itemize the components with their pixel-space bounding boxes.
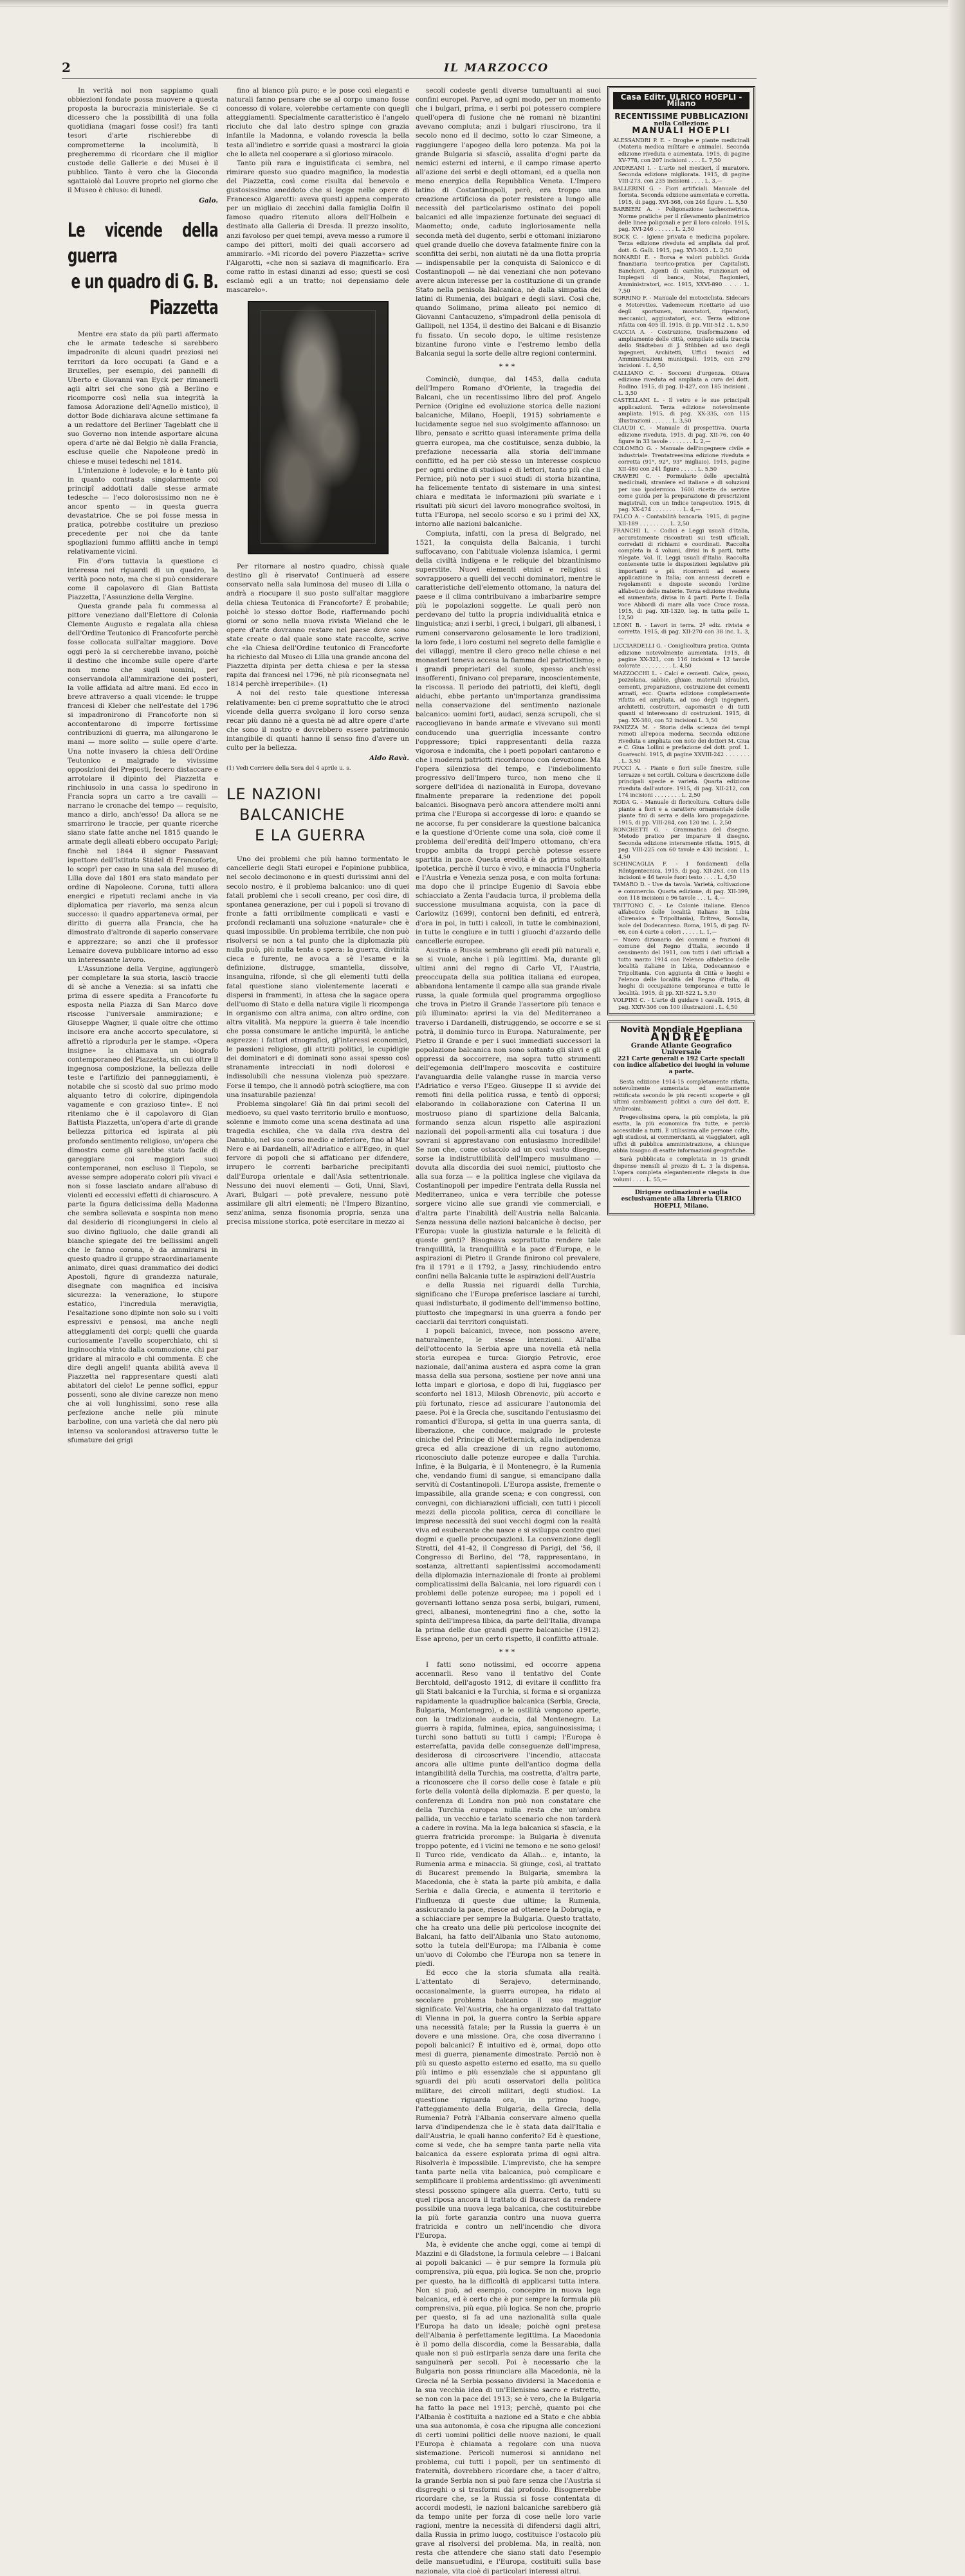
ad-entry: LEONI B. - Lavori in terra. 2ª ediz. rivista e corretta. 1915, di pag. XII-270 con 38 inc. L. 3,—	[613, 621, 749, 642]
article-paragraph: Ma, è evidente che anche oggi, come ai tempi di Mazzini e di Gladstone, la formula celebre — i Balcani ai popoli balcanici — è pur sempre la formula più comprensiva, più equa, più logica. Se non che, proprio per questo, ha la difficoltà di applicarsi tutta intera. Non si può, ad esempio, concepire in nuova lega balcanica, ed è certo che è pur sempre la formula più comprensiva, più equa, più logica. Se non che, proprio per questo, si fa ad una nazionalità sulla quale l'Europa ha dato un ideale; poichè ogni pretesa dell'Albania è perfettamente legittima. La Macedonia è il pomo della discordia, come la Bessarabia, dalla quale non si può estirparla senza dare una ferita che sanguinerà per secoli. Poi è necessario che la Bulgaria non possa rinunciare alla Macedonia, nè la Grecia né la Serbia possano dividersi la Macedonia e la sua vecchia idea di un'Ellenismo sacro e ristretto, se non con la pace del 1913; se è vero, che la Bulgaria ha fatto la pace nel 1913; perchè, quanto poi che l'Albania è costituita a nazione ed a Stato e che abbia una sua autonomia, è cosa che ripugna alle concezioni di certi uomini politici delle nuove nazioni, le quali l'Europa è chiamata a regolare con una nuova sistemazione. Pericoli numerosi si annidano nel problema, cui tutti i popoli, per un sentimento di fraternità, dovrebbero ricordare che, a tacer d'altro, la grande Serbia non si può fare senza che l'Austria si disgreghi o si trasformi dal profondo. Bisognerebbe ricordare che, se la Russia si fosse contentata di accordi modesti, le nazioni balcaniche sarebbero già da tempo unite per forza di cose nelle loro varie ragioni, mentre la necessità di difendersi dagli altri, dalla Russia in primo luogo, costituisce l'ostacolo più grave al risolversi del problema. Ma, in realtà, non resta che attendere che siano stati dato l'esempio delle mansuetudini, e l'Europa, costituiti sulla base nazionale, vita cioè di particolari interessi altrui.	[416, 2241, 601, 2575]
ad-entry: RODA G. - Manuale di floricoltura. Coltura delle piante a fiori e a carattere ornamentale delle piante fini di serra e della loro propagazione. 1915, di pp. VIII-284, con 120 inc. L. 2,50	[613, 799, 749, 826]
hoepli-advertisement	[607, 86, 755, 1015]
ad-subheading: nella Collezione	[654, 120, 709, 128]
article-paragraph: Per ritornare al nostro quadro, chissà quale destino gli è riservato! Continuerà ad essere conservato nella sala luminosa del museo di Lilla o andrà a riocupare il suo posto sull'altar maggiore della chiesa Teutonica di Francoforte? È probabile; poichè lo stesso dottor Bode, riaffermando pochi giorni or sono nella nuova rivista Wieland che le opere d'arte dovranno restare nel paese dove sono state create o dal quale sono state raccolte, scrive che «la Chiesa dell'Ordine teutonico di Francoforte ha richiesto dal Museo di Lilla una grande ancona del Piazzetta dipinta per detta chiesa e per la stessa rapita dai francesi nel 1796, nè più riconsegnata nel 1814 perchè irreperibile». (1)	[226, 563, 409, 689]
article-paragraph: Tanto più rara e inguistificata ci sembra, nel rimirare questo suo quadro magnifico, la modestia del Piazzetta, così come risulta dal benevolo e gustosissimo aneddoto che si legge nelle opere di Francesco Algarotti: aveva questi appena comperato per un migliaio di zecchini dalla famiglia Dolfin il famoso quadro ritenuto allora dell'Holbein e destinato alla Galleria di Dresda. Il prezzo insolito, anzi favoloso per quei tempi, aveva messo a rumore il campo dei pittori, molti dei quali accorsero ad ammirarlo. «Mi ricordo del povero Piazzetta» scrive l'Algarotti, «che non si saziava di magnificarlo. Era come ratto in estasi dinanzi ad esso; questi se così esclamò egli a un tratto; noi depensiamo dele mascarelo».	[226, 159, 409, 295]
ad-entry: — Nuovo dizionario dei comuni e frazioni di comune del Regno d'Italia, secondo il censimento del 1911, con tutti i dati ufficiali a tutto marzo 1914 con l'elenco alfabetico delle località italiane in Libia, Dodecanneso e Tripolitania. Con aggiunta di Città e luoghi e l'elenco delle località del Regno d'Italia, di luoghi di occupazione temporanea e tutte le località. 1915, di pp. XII-522 L. 5,50	[613, 936, 749, 996]
ad2-title: ANDREE	[650, 1031, 712, 1044]
headline-line: E LA GUERRA	[255, 826, 365, 845]
ad-entry: CASTELLANI L. - Il vetro e le sue principali applicazioni. Terza edizione notevolmente ampliata. 1915, di pag. XX-335, con 115 illustrazioni . . . . . . L. 3,50	[613, 397, 749, 424]
ad-entry: TAMARO D. - Uve da tavola. Varietà, coltivazione e commercio. Quarta edizione, di pag. XII-399, con 118 incisioni e 96 tavole . . . L. 4,—	[613, 881, 749, 902]
article-paragraph: Fin d'ora tuttavia la questione ci interessa nei riguardi di un quadro, la verità poco noto, ma che si può considerare come il capolavoro di Gian Battista Piazzetta, l'Assunzione della Vergine.	[68, 557, 218, 601]
ad-entry: FALCO A. - Contabilità bancaria. 1915, di pagine XII-189 . . . . . . . . . L. 2,50	[613, 513, 749, 527]
ad-entry: FRANCHI L. - Codici e Leggi usuali d'Italia, accuratamente riscontrati sui testi ufficiali, corredati di richiami e coordinati. Raccolta completa in 4 volumi, divisi in 8 parti, tutte rilegate. Vol. II. Leggi usuali d'Italia. Raccolta contenente tutte le disposizioni legislative più importanti e più ricorrenti ad essere applicazione in Italia; con annessi decreti e regolamenti e disposte secondo l'ordine alfabetico delle materie. Terza edizione riveduta ed aumentata, divisa in 4 parti. Parte I. Dalla voce Abbordi di mare alla voce Croce rossa. 1915, di pag. XII-1320, leg. in tutta pelle L. 12,50	[613, 527, 749, 621]
ad-heading: RECENTISSIME PUBBLICAZIONI	[614, 111, 748, 121]
top-rule	[0, 6, 965, 7]
ad2-paragraph: Sesta edizione 1914-15 completamente rifatta, notevolmente aumentata ed esattamente rettificata secondo le più recenti scoperte e gli ultimi cambiamenti politici a cura del dott. E. Ambrosini.	[613, 1078, 749, 1112]
column-2	[226, 86, 409, 1312]
ad-entry: BARBIERI A. - Poligonazione tacheometrica. Norme pratiche per il rilevamento planimetrico delle linee poligonali e per il loro calcolo. 1915, pag. XVI-246 . . . . . . L. 2,50	[613, 206, 749, 233]
article-paragraph: e della Russia nei riguardi della Turchia, significano che l'Europa preferisce lasciare ai turchi, quasi indisturbato, il godimento dell'immenso bottino, piuttosto che impegnarsi in una guerra a fondo per cacciarli dai territori conquistati.	[416, 1282, 601, 1326]
footnote: (1) Vedi Corriere della Sera del 4 aprile u. s.	[226, 765, 351, 772]
ad-entry: MAZZOCCHI L. - Calci e cementi. Calce, gesso, pozzolana, sabbie, ghiaie, materiali idraulici, cementi, preparazione, costruzione dei cementi armati, ecc. Quarta edizione completamente rifatta ed ampliata, ad uso degli ingegneri, architetti, costruttori, capomastri e di tutti quanti si interessano di costruzioni. 1915, di pag. XX-380, con 52 incisioni L. 3,50	[613, 669, 749, 723]
article-paragraph: A noi del resto tale questione interessa relativamente: ben ci preme soprattutto che le atroci vicende della guerra svolgano il loro corso senza recar più danno nè a questa nè ad altre opere d'arte che sono il nostro e dovrebbero essere patrimonio intangibile di quanti hanno il senso fino d'avere un culto per la bellezza.	[226, 689, 409, 752]
ad-entry: BONARDI E. - Borsa e valori pubblici. Guida finanziaria teorico-pratica per Capitalisti, Banchieri, Agenti di cambio, Funzionari ed Impiegati di banca, Notai, Ragionieri, Amministratori, ecc. 1915, XXVI-890 . . . . L. 7,50	[613, 253, 749, 294]
ad-entry: COLOMBO G. - Manuale dell'ingegnere civile e industriale. Trentatreesima edizione riveduta e corretta (91°, 92°, 93° migliaio). 1915, pagine XII-480 con 241 figure . . . . . L. 5,50	[613, 445, 749, 472]
ad-entry: CALLIANO C. - Soccorsi d'urgenza. Ottava edizione riveduta ed ampliata a cura del dott. Rodino. 1915, di pag. II-427, con 185 incisioni . L. 3,50	[613, 369, 749, 397]
ad-publisher: Casa Editr. ULRICO HOEPLI - Milano	[613, 92, 749, 109]
article-paragraph: Uno dei problemi che più hanno tormentato le cancellerie degli Stati europei e l'opinione pubblica, nel secolo decimonono e in questi durissimi anni del secolo nostro, è il problema balcanico: uno di quei fatali problemi che i secoli creano, per così dire, di spontanea generazione, per cui i popoli si trovano di fronte a fatti orribilmente complicati e vasti e profondi reclamanti una soluzione «naturale» che è quasi impossibile. Un problema terribile, che non può risolversi se non a tal punto che la diplomazia più nulla può, più nulla tenta o spera: la guerra, divinità cieca e furente, ne avoca a sè l'esame e la definizione, distrugge, smantella, dissolve, insanguina, rifonde, sì che gli elementi tutti della fatal questione siano violentemente lacerati e dispersi in frammenti, in attesa che la sagace opera dell'uomo di Stato e della natura vigile li ricomponga in organismo con altra anima, con altro ordine, con altra vitalità. Ma neppure la guerra è tale incendio che possa consumare le antiche impurità, le antiche asprezze: i fattori etnografici, gl'interessi economici, le passioni religiose, gli attriti politici, le cupidigie dei dominatori e di dominati sono assai spesso così stranamente intrecciati in nodi dolorosi e indissolubili che nessuna violenza può spezzare. Forse il tempo, che li annodò potrà sciogliere, ma con una insaturabile pazienza!	[226, 855, 409, 1099]
masthead: IL MARZOCCO	[444, 62, 549, 75]
article-paragraph: L'intenzione è lodevole; e lo è tanto più in quanto contrasta singolarmente coi principî addottati dalle stesse armate tedesche — l'eco dolorosissimo non ne è ancor spento — in questa guerra devastatrice. Che se poi fosse messa in pratica, potrebbe costituire un prezioso precedente per noi che da tante spogliazioni fummo afflitti anche in tempi relativamente vicini.	[68, 466, 218, 556]
article-paragraph: Compiuta, infatti, con la presa di Belgrado, nel 1521, la conquista della Balcania, i turchi suffocavano, con l'abituale violenza islamica, i germi della civiltà indigena e le reliquie del bizantinismo superstite. Nuovi elementi etnici e religiosi si sovrapposero a quelli dei vecchi dominatori, mentre le caratteristiche dell'elemento ottomano, la natura del paese e il clima contribuivano a imbarbarire sempre più le popolazioni soggette. Le quali però non perdevano del tutto la propria individualità etnica e linguistica; anzi i serbi, i greci, i bulgari, gli albanesi, i rumeni conservarono gelosamente le loro tradizioni, la loro fede, i loro costumi nel segreto delle famiglie e dei villaggi, mentre il clero greco nelle chiese e nei monasteri teneva accesa la fiamma del patriottismo; e i grandi proprietari del suolo, spesso anch'essi insofferenti, finivano col preparare, incoscientemente, la riscossa. Il periodo dei patriotti, dei klefti, degli aiduchi, ebbe pertanto un'importanza grandissima nella conservazione del sentimento nazionale balcanico: uomini forti, audaci, senza scrupoli, che si raccoglievano in bande armate e vivevano sui monti conducendo una guerriglia incessante contro l'oppressore; tipici rappresentanti della razza vigorosa e indomita, che i poeti popolari cantarono e che i moderni patriotti ricordarono con devozione. Ma l'opera silenziosa del tempo, e l'indebolimento progressivo dell'Impero turco, non meno che il sorgere dell'idea di nazionalità in Europa, dovevano finalmente preparare la redenzione dei popoli balcanici. Bisognava però ancora attendere molti anni prima che l'Europa si accorgesse di loro: e quando se ne accorse, fu per considerare la questione balcanica e la questione d'Oriente come una sola, cioè come il problema dell'eredità dell'Impero ottomano, ch'era troppo ambita da troppi perchè potesse essere spartita in pace. Questa eredità è da prima soltanto ipotetica, perchè il turco è vivo, e minaccia l'Ungheria e l'Austria e Venezia senza posa, e con molta fortuna: ma dopo che il principe Eugenio di Savoia ebbe schiacciato a Zenta l'audacia turca, il problema della successione musulmana acquista, con la pace di Carlowitz (1699), contorni ben definiti, ed entrerà, d'ora in poi, in tutti i calcoli, in tutte le combinazioni, in tutte le congiure e in tutti i giuochi d'azzardo delle cancellerie europee.	[416, 529, 601, 945]
article-paragraph: fino al bianco più puro; e le pose così eleganti e naturali fanno pensare che se al corpo umano fosse concesso di volare, volerebbe certamente con quegli atteggiamenti. Specialmente caratteristico è l'angelo ricciuto che dal lato destro spinge con grazia infantile la Madonna, e volando rovescia la bella testa all'indietro e sorride quasi a mostrarci la gioia che lo alleta nel cooperare a sì glorioso miracolo.	[226, 87, 409, 158]
column-1	[68, 86, 219, 1444]
ad2-paragraph: Pregevolissima opera, la più completa, la più esatta, la più economica fra tutte, e perciò accessibile a tutti. È utilissima alle persone colte, agli studiosi, ai commercianti, ai viaggiatori, agli uffici di pubblica amministrazione, a chiunque abbia bisogno di esatte informazioni geografiche.	[613, 1113, 749, 1154]
article-paragraph: L'Assunzione della Vergine, aggiungerò per completare la sua storia, lasciò traccie di sè anche a Venezia: si sa infatti che prima di essere spedita a Francoforte fu esposta nella Piazza di San Marco dove riscosse l'universale ammirazione; e Giuseppe Wagner, il quale oltre che ottimo incisore era anche accorto speculatore, si affrettò a riprodurla per le stampe. «Opera insigne» la chiamava un biografo contemporaneo del Piazzetta, sin cui oltre il ingegnosa composizione, la bellezza delle teste e l'artifizio dei panneggiamenti, è notabile che si scostò dal suo primo modo alquanto tetro di colorire, dipingendola vagamente e con grazioso tinte». E noi riteniamo che è il capolavoro di Gian Battista Piazzetta, un'opera d'arte di grande bellezza pittorica ed ispirata al più profondo sentimento religioso, un'opera che dimostra come gli sarebbe stato facile di gareggiare coi maggiori suoi contemporanei, non escluso il Tiepolo, se avesse sempre adoperato colori più vivaci e non si fosse lasciato andare all'abuso di violenti ed eccessivi effetti di chiaroscuro. A parte la figura delicissima della Madonna che sembra sollevata e sospinta non meno dal desiderio di ricongiungersi in cielo al suo divino figliuolo, che dalle grandi ali bianche spiegate dei tre bellissimi angeli che le fanno corona, è da ammirarsi in questo quadro il gruppo straordinariamente animato, direi quasi drammatico dei dodici Apostoli, figure di grandezza naturale, disegnate con magnifica ed incisiva sicurezza: la venerazione, lo stupore estatico, l'incredula meraviglia, l'esaltazione sono dipinte non solo su i volti espressivi e pensosi, ma anche negli atteggiamenti dei corpi; quelli che guarda curiosamente l'avello scoperchiato, chi si inginocchia vinto dalla commozione, chi par gridare al miracolo e chi commenta. E che dire degli angeli! quanta abilità aveva il Piazzetta nel rappresentare questi alati abitatori del cielo! Le penne soffici, eppur possenti, sono ale divine carezze non meno che ai voli lunghissimi, sono rese alla perfezione anche nelle più minute barboline, con una varietà che dal nero più intenso va scolorandosi attraverso tutte le sfumature dei grigi	[68, 965, 218, 1444]
article-signature: Galo.	[199, 197, 218, 205]
ad-entry: ANDREANI I. - L'arte nel mestieri, il muratore. Seconda edizione migliorata. 1915, di pagine VIII-273, con 235 incisioni . . . . L. 3,—	[613, 164, 749, 185]
section-separator: ***	[499, 1648, 518, 1656]
ad2-subtitle: Grande Atlante Geografico Universale	[630, 1041, 732, 1057]
ad-entry: CRAVERI C. - Formulario delle specialità medicinali, straniere ed italiane e di soluzioni per uso ipodermico. 1600 ricette da servire come guida per la preparazione di prescrizioni magistrali, con un Indice terapeutico. 1915, di pag. XX-474 . . . . . . . . . L. 4,—	[613, 472, 749, 512]
headline-line: BALCANICHE	[239, 806, 345, 824]
section-separator: ***	[499, 362, 518, 370]
painting-photograph	[248, 301, 389, 554]
atlas-advertisement	[607, 1020, 755, 1215]
ad-entry: BALLERINI G. - Fiori artificiali. Manuale del fiorista. Seconda edizione aumentata e corretta. 1915, di pagg. XVI-368, con 246 figure . L. 5,50	[613, 185, 749, 205]
ad-entry: SCHINCAGLIA F. - I fondamenti della Röntgentecnica. 1915, di pag. XII-263, con 115 incisioni e 46 tavole fuori testo . . . . L. 4,50	[613, 860, 749, 880]
ad-entry: PUCCI A. - Piante e fiori sulle finestre, sulle terrazze e nei cortili. Coltura e descrizione delle principali specie e varietà. Quarta edizione riveduta dall'autore. 1915, di pag. XII-212, con 174 incisioni . . . . . . . . L. 2,50	[613, 765, 749, 799]
ad-entry: BOCK C. - Igiene privata e medicina popolare. Terza edizione riveduta ed ampliata dal prof. dott. G. Galli. 1915, pag. XVI-303 . L. 2,50	[613, 233, 749, 253]
ad-series: MANUALI HOEPLI	[632, 125, 731, 136]
article-paragraph: I popoli balcanici, invece, non possono avere, naturalmente, le stesse intenzioni. All'alba dell'ottocento la Serbia apre una novella età nella storia europea e turca: Giorgio Petrovic, eroe nazionale, dall'anima austera ed aspra come la gran massa della sua persona, sostiene per nove anni una lotta impari e gloriosa, e dopo di lui, fuggiasco per sconforto nel 1813, Milosh Obrenovic, più accorto e più fortunato, riesce ad assicurare l'autonomia del paese. Poi è la Grecia che, suscitando l'entusiasmo dei romantici d'Europa, si getta in una guerra santa, di liberazione, che conduce, malgrado le proteste ciniche del Principe di Metternick, alla indipendenza greca ed alla creazione di un regno autonomo, riconosciuto dalle potenze europee e dalla Turchia. Infine, è la Bulgaria, è il Montenegro, è la Rumenia che, vendando fiumi di sangue, si emancipano dalla servitù di Costantinopoli. L'Europa assiste, fremente o impassibile, alla grande scena; e con congressi, con convegni, con dichiarazioni ufficiali, con tutti i piccoli mezzi della piccola politica, cerca di conciliare le imprese necessità dei suoi vecchi dogmi con la realtà viva ed esuberante che nasce e si sviluppa contro quei dogmi e quelle preoccupazioni. La convenzione degli Stretti, del 41-42, il Congresso di Parigi, del '56, il Congresso di Berlino, del '78, rappresentano, in sostanza, altrettanti sapientissimi accomodamenti della diplomazia internazionale di fronte ai problemi complicatissimi della Balcania, nei loro riguardi con i problemi delle potenze europee; ma i popoli ed i governanti lottano senza posa serbi, bulgari, rumeni, greci, albanesi, montenegrini fino a che, sotto la spinta dell'impresa libica, da parte dell'Italia, divampa la prima delle due grandi guerre balcaniche (1912). Esse aprono, per un certo rispetto, il conflitto attuale.	[416, 1327, 601, 1643]
article-headline	[68, 218, 218, 321]
ad2-line: Novità Mondiale Hoepliana	[620, 1024, 742, 1035]
ad-entry: CACCIA A. - Costruzione, trasformazione ed ampliamento delle città, compilato sulla traccia dello Städtebau di J. Stübben ad uso degli ingegneri, Architetti, Uffici tecnici ed Amministrazioni municipali. 1915, con 270 incisioni . L. 4,50	[613, 329, 749, 369]
ad2-footer: Dirigere ordinazioni e vaglia esclusivamente alla Libreria ULRICO HOEPLI, Milano.	[613, 1186, 749, 1210]
ad-entry: RONCHETTI G. - Grammatica del disegno. Metodo pratico per imparare il disegno. Seconda edizione interamente rifatta. 1915, di pag. VIII-225 con 60 tavole e 430 incisioni . L. 4,50	[613, 826, 749, 860]
ad-entry: PANIZZA M. - Storia della scienza dei tempi remoti all'epoca moderna. Seconda edizione riveduta e ampliata con note dei dottori M. Giua e C. Giua Lollini e prefazione del dott. prof. L. Guareschi. 1915, di pagine XXVIII-242 . . . . . . . . L. 3,50	[613, 723, 749, 764]
article-paragraph: secoli codeste genti diverse tumultuanti ai suoi confini europei. Parve, ad ogni modo, per un momento che i bulgari, prima, e i serbi poi potessero compiere quell'opera di fusione che nè romani nè bizantini avevano compiuta; anzi i bulgari riuscirono, tra il secolo nono ed il decimo, sotto lo czar Simeone, a raggiungere l'apogeo della loro potenza. Ma poi la grande Bulgaria si sfasciò, assalita d'ogni parte da nemici esterni ed interni, e il campo rimase aperto all'azione dei serbi e degli ottomani, ed a quella non meno energica della Repubblica Veneta. L'Impero latino di Costantinopoli, però, era troppo una creazione artificiosa da poter resistere a lungo alle necessità del particolarismo ostinato dei popoli balcanici ed alle impazienze fortunate dei seguaci di Maometto; onde, caduto ingloriosamente nella seconda metà del dugento, serbi e ottomani iniziarono quel grande duello che doveva fatalmente finire con la sconfitta dei serbi, non aiutati nè da una flotta propria — indispensabile per la conquista di Salonicco e di Costantinopoli — nè dai veneziani che non potevano avere alcun interesse per la costituzione di un grande Stato nella penisola Balcanica, nè dalla simpatia dei latini di Rumenia, dei bulgari e degli slavi. Così che, quando Solimano, prima alleato poi nemico di Giovanni Cantacuzeno, s'impadronì della penisola di Gallipoli, nel 1354, il destino dei Balcani e di Bisanzio fu fissato. Un secolo dopo, le ultime resistenze bizantine furono vinte e l'estremo lembo della Balcania segui la sorte delle altre regioni contermini.	[416, 87, 601, 358]
scan-edge	[0, 0, 965, 6]
ad2-description: 221 Carte generali e 192 Carte speciali con indice alfabetico dei luoghi in volume a parte.	[613, 1055, 749, 1076]
headline-line: LE NAZIONI	[226, 785, 322, 804]
article-paragraph: In verità noi non sappiamo quali obbiezioni fondate possa muovere a questa proposta la burocrazia ministeriale. Se ci dicessero che la possibilità di una folla quotidiana (magari fosse così!) fra tanti tesori d'arte rischierebbe di comprometterne la incolumità, li pregheremmo di ricordare che il miglior custode delle Gallerie e dei Musei è il pubblico. Tanto è vero che la Gioconda sgattaiolò dal Louvre proprio nel giorno che il Museo è chiuso: di lunedì.	[68, 87, 218, 195]
article-signature: Aldo Ravà.	[369, 754, 409, 763]
ad-entry-list	[613, 137, 749, 1010]
article-paragraph: Cominciò, dunque, dal 1453, dalla caduta dell'Impero Romano d'Oriente, la tragedia dei Balcani, che un recentissimo libro del prof. Angelo Pernice (Origine ed evoluzione storica delle nazioni balcaniche, Milano, Hoepli, 1915) sobriamente e lucidamente segue nel suo svolgimento affannoso: un libro, pensato e scritto quasi interamente prima della guerra europea, ma che costituisce, senza dubbio, la prefazione necessaria alla storia dell'immane conflitto, ed ha per ciò stesso un interesse cospicuo per ogni ordine di studiosi e di lettori, tanto più che il Pernice, più noto per i suoi studi di storia bizantina, ha felicemente tentato di sistemare in una sintesi chiara e meditata le informazioni più svariate e i risultati più sicuri del lavoro monografico svoltosi, in tutta l'Europa, nel secolo scorso e su i primi del XX, intorno alle nazioni balcaniche.	[416, 375, 601, 529]
page-right-edge	[948, 0, 965, 1335]
ad-entry: CLAUDI C. - Manuale di prospettiva. Quarta edizione riveduta, 1915, di pag. XII-76, con 40 figure in 33 tavole . . . . . . . L. 2,—	[613, 424, 749, 444]
header-rule	[62, 78, 757, 79]
article-headline	[226, 784, 409, 846]
article-paragraph: Ed ecco che la storia sfumata alla realtà. L'attentato di Serajevo, determinando, occasionalmente, la guerra europea, ha ridato al secolare problema balcanico il suo maggior significato. Vel'Austria, che ha organizzato dal trattato di Vienna in poi, la guerra contro la Serbia appare una necessità fatale; per la Russia la guerra è un dovere e una missione. Ora, che cosa diverranno i popoli balcanici? È intuitivo ed è, ormai, dopo otto mesi di guerra, pienamente dimostrato. Perciò non è più su questo aspetto esterno ed esatto, ma su quello più intimo e più essenziale che si appuntano gli sguardi dei più acuti osservatori della politica militare, dei circoli militari, degli studiosi. La questione riguarda ora, in primo luogo, l'atteggiamento della Bulgaria, della Grecia, della Rumenia? Potrà l'Albania conservare almeno quella larva d'indipendenza che le è stata data dall'Italia e dall'Austria, le quali hanno conferito? Ed è questione, come si vede, che ha sempre tanta parte nella vita balcanica da essere esplorata prima di ogni altra. Risolverla è impossibile. L'imprevisto, che ha sempre tanta parte nella vita balcanica, può complicare e semplificare il problema ardentissimo: gli avvenimenti stessi possono spingere alla guerra. Certo, tutti su quel riposa ancora il trattato di Bucarest da rendere possibile una nuova lega balcanica, che costituirebbe la più forte garanzia contro una nuova guerra fratricida e contro un nell'incendio che divora l'Europa.	[416, 1969, 601, 2240]
article-paragraph: Mentre era stato da più parti affermato che le armate tedesche si sarebbero impadronite di alcuni quadri preziosi nei territori da loro occupati (a Gand e a Bruxelles, per esempio, dei pannelli di Uberto e Giovanni van Eyck per rimanerli agli altri sei che sono già a Berlino e ricomporre così nella sua integrità la famosa Adorazione dell'Agnello mistico), il dottor Bode dichiarava alcune settimane fa a un redattore del Berliner Tageblatt che il suo Governo non intende asportare alcuna opera d'arte nè dal Belgio nè dalla Francia, escluse quelle che Napoleone predò in chiese e musei tedeschi nel 1814.	[68, 331, 218, 466]
ad2-paragraph: Sarà pubblicata e completata in 15 grandi dispense mensili al prezzo di L. 3 la dispensa. L'opera completa elegantemente rilegata in due volumi . . . . L. 55,—	[613, 1156, 749, 1183]
ad-entry: LICCIARDELLI G. - Coniglicoltura pratica. Quinta edizione notevolmente aumentata. 1915, di pagine XX-321, con 116 incisioni e 12 tavole colorate . . . . . . . . . L. 4,50	[613, 642, 749, 669]
advertisement-column	[607, 86, 755, 1312]
page-number: 2	[62, 60, 71, 75]
ad-entry: ALESSANDRI P. E. - Droghe e piante medicinali (Materia medica militare e animale). Seconda edizione riveduta e aumentata. 1915, di pagine XV-778, con 207 incisioni . . . . L. 7,50	[613, 137, 749, 164]
article-paragraph: Questa grande pala fu commessa al pittore veneziano dall'Elettore di Colonia Clemente Augusto e regalata alla chiesa dell'Ordine Teutonico di Francoforte perchè fosse collocata sull'altar maggiore. Dove oggi però la si cercherebbe invano, poichè il destino che incombe sulle opere d'arte non meno che sugli uomini, per conservandola all'ammirazione dei posteri, la volle affidata ad altre mani. Ed ecco in breve attraverso a quali vicende: le truppe francesi di Kleber che nell'estate del 1796 si impadronirono di Francoforte non si accontentarono di imporre fortissime contribuzioni di guerra, ma allungarono le mani — more solito — sulle opere d'arte. Una notte invasero la chiesa dell'Ordine Teutonico e malgrado le vivissime opposizioni dei Preposti, fecero distaccare e arrotolare il dipinto del Piazzetta e rinchiusolo in una cassa lo spedirono in Francia sopra un carro a tre cavalli — narrano le cronache del tempo — requisito, manco a dirlo, anch'esso! Da allora se ne smarrirono le traccie, per quante ricerche siano state fatte anche nel 1815 quando le armate degli alleati ebbero occupato Parigi; finchè nel 1844 il signor Passavant ispettore dell'Istituto Städel di Francoforte, lo scoprì per caso in una sala del museo di Lilla dove dal 1801 era stato mandato per ordine di Napoleone. Corona, tutti allora energici e ripetuti reclami anche in via diplomatica per riaverlo, ma senza alcun successo: il quadro apparteneva ormai, per diritto di guerra alla Francia, che ha dimostrato d'altronde di saperlo conservare e apprezzare; so anzi che il professor Lemaire doveva pubblicare intorno ad esso un interessante lavoro.	[68, 603, 218, 964]
article-paragraph: Problema singolare! Già fin dai primi secoli del medioevo, su quel vasto territorio brullo e montuoso, solenne e immoto come una scena destinata ad una tragedia eschilea, che va dalla riva destra del Danubio, nel suo corso medio e inferiore, fino al Mar Nero e ai Dardanelli, all'Adriatico e all'Egeo, in quel fervore di popoli che si affaticano per difendere, irrupero le correnti barbariche precipitanti dall'Europa orientale e dall'Asia settentrionale. Nessuno dei nuovi elementi — Goti, Unni, Slavi, Avari, Bulgari — potè prevalere, nessuno potè assimilare gli altri elementi; nè l'Impero Bizantino, senz'anima, senza fisonomia propria, senza una precisa missione storica, potè esercitare in mezzo ai	[226, 1100, 409, 1226]
ad-entry: BORRINO F. - Manuale del motociclista. Sidecars e Motorettes. Vademecum ricettario ad uso degli sportsmen, montatori, riparatori, meccanici, aggiustatori, ecc. Terza edizione rifatta con 405 ill. 1915, di pp. VIII-512 . L. 5,50	[613, 295, 749, 328]
article-paragraph: Austria e Russia sembrano gli eredi più naturali e, se si vuole, anche i più legittimi. Ma, durante gli ultimi anni del regno di Carlo VI, l'Austria, preoccupata della sua politica italiana ed europea, abbandona lentamente il campo alla sua grande rivale russa, la quale formula quel programma orgoglioso che trova in Pietro il Grande l'assertore più tenace e più illuminato: aprirsi la via del Mediterraneo a traverso i Dardanelli, distruggendo, se occorre e se si potrà, il dominio turco in Europa. Naturalmente, per Pietro il Grande e per i suoi immediati successori la popolazione balcanica non sono soltanto gli slavi e gli oppressi da soccorrere, ma sopra tutto strumenti dell'egemonia dell'Impero moscovita e costituire l'avanguardia delle valanghe russe in marcia verso l'Adriatico e verso l'Egeo. Giuseppe II si avvide dei remoti fini della politica russa, e tentò di opporsi; elaborando in collaborazione con Caterina II un mostruoso piano di spartizione della Balcania, formando senza alcun rispetto alle aspirazioni nazionali dei popoli-armenti alla cui tosatura i due sovrani si apprestavano con entusiasmo incredibile! Se non che, come ostacolo ad un così vasto disegno, sorse la indistruttibilità dell'Impero musulmano — dovuta alla discordia dei suoi nemici, piuttosto che alla sua forza — e la politica inglese che vigilava da Costantinopoli per impedire l'entrata della Russia nel Mediterraneo, unica e vera terribile che potesse sorgere vicino alle sue grandi vie commerciali, e d'altra parte l'inabilità dell'Austria nella Balcania. Senza nessuna delle nazioni balcaniche è deciso, per l'Europa: vuole la giustizia naturale e la felicità di queste genti? Bisognava soprattutto rendere tale tranquillità, la tranquillità e la pace d'Europa, e le aspirazioni di Pietro il Grande finirono col prevalere, fra il 1791 e il 1792, a Jassy, rinchiudendo entro confini nella Balcania tutte le aspirazioni dell'Austria	[416, 946, 601, 1281]
article-paragraph: I fatti sono notissimi, ed occorre appena accennarli. Reso vano il tentativo del Conte Berchtold, dell'agosto 1912, di evitare il conflitto fra gli Stati balcanici e la Turchia, si forma e si organizza rapidamente la quadruplice balcanica (Serbia, Grecia, Bulgaria, Montenegro), e le ostilità vengono aperte, con la tradizionale audacia, dal Montenegro. La guerra è rapida, fulminea, epica, sanguinosissima; i turchi sono battuti su tutti i campi; l'Europa è esterrefatta, pavida delle conseguenze dell'impresa, desiderosa di circoscrivere l'incendio, attaccata ancora alle ultime punte dell'antico dogma della intangibilità della Turchia, ma costretta, d'altra parte, a riconoscere che il corso delle cose è fatale e più forte della volontà della diplomazia. E per questo, la conferenza di Londra non può non constatare che della Turchia europea nulla resta che un'ombra pallida, un vecchio e tarlato scenario che non tarderà a cadere in rovina. Ma la lega balcanica si sfascia, e la guerra fratricida prorompe: la Bulgaria è divenuta troppo potente, ed i vicini ne temono e ne sono gelosi! Il Turco ride, vendicato da Allah... e, intanto, la Rumenia arma e minaccia. Si giunge, così, al trattato di Bucarest premendo la Bulgaria, smembra la Macedonia, che è stata la parte più ambita, e dalla Serbia e dalla Grecia, e aumenta il territorio e l'influenza di queste due ultime; la Rumenia, assicurando la pace, riesce ad ottenere la Dobrugia, e a schiacciare per sempre la Bulgaria. Questo trattato, che ha creato una delle più pericolose incognite dei Balcani, ha fatto dell'Albania uno Stato autonomo, sotto la tutela dell'Europa; ma l'Albania è come un'uovo di Colombo che l'Europa non sa tenere in piedi.	[416, 1661, 601, 1968]
ad-entry: TRITTONO C. - Le Colonie italiane. Elenco alfabetico delle località italiane in Libia (Cirenaica e Tripolitania), Eritrea, Somalia, isole del Dodecanneso. Roma, 1915, di pag. IV-66, con 4 carte a colori . . . . . L. 1,—	[613, 902, 749, 936]
ad-entry: VOLPINI C. - L'arte di guidare i cavalli. 1915, di pag. XXIV-306 con 100 illustrazioni . L. 4,50	[613, 997, 749, 1010]
headline-line: e un quadro di G. B. Piazzetta	[71, 271, 219, 320]
column-3	[416, 86, 601, 2575]
headline-line: Le vicende della guerra	[68, 219, 218, 268]
